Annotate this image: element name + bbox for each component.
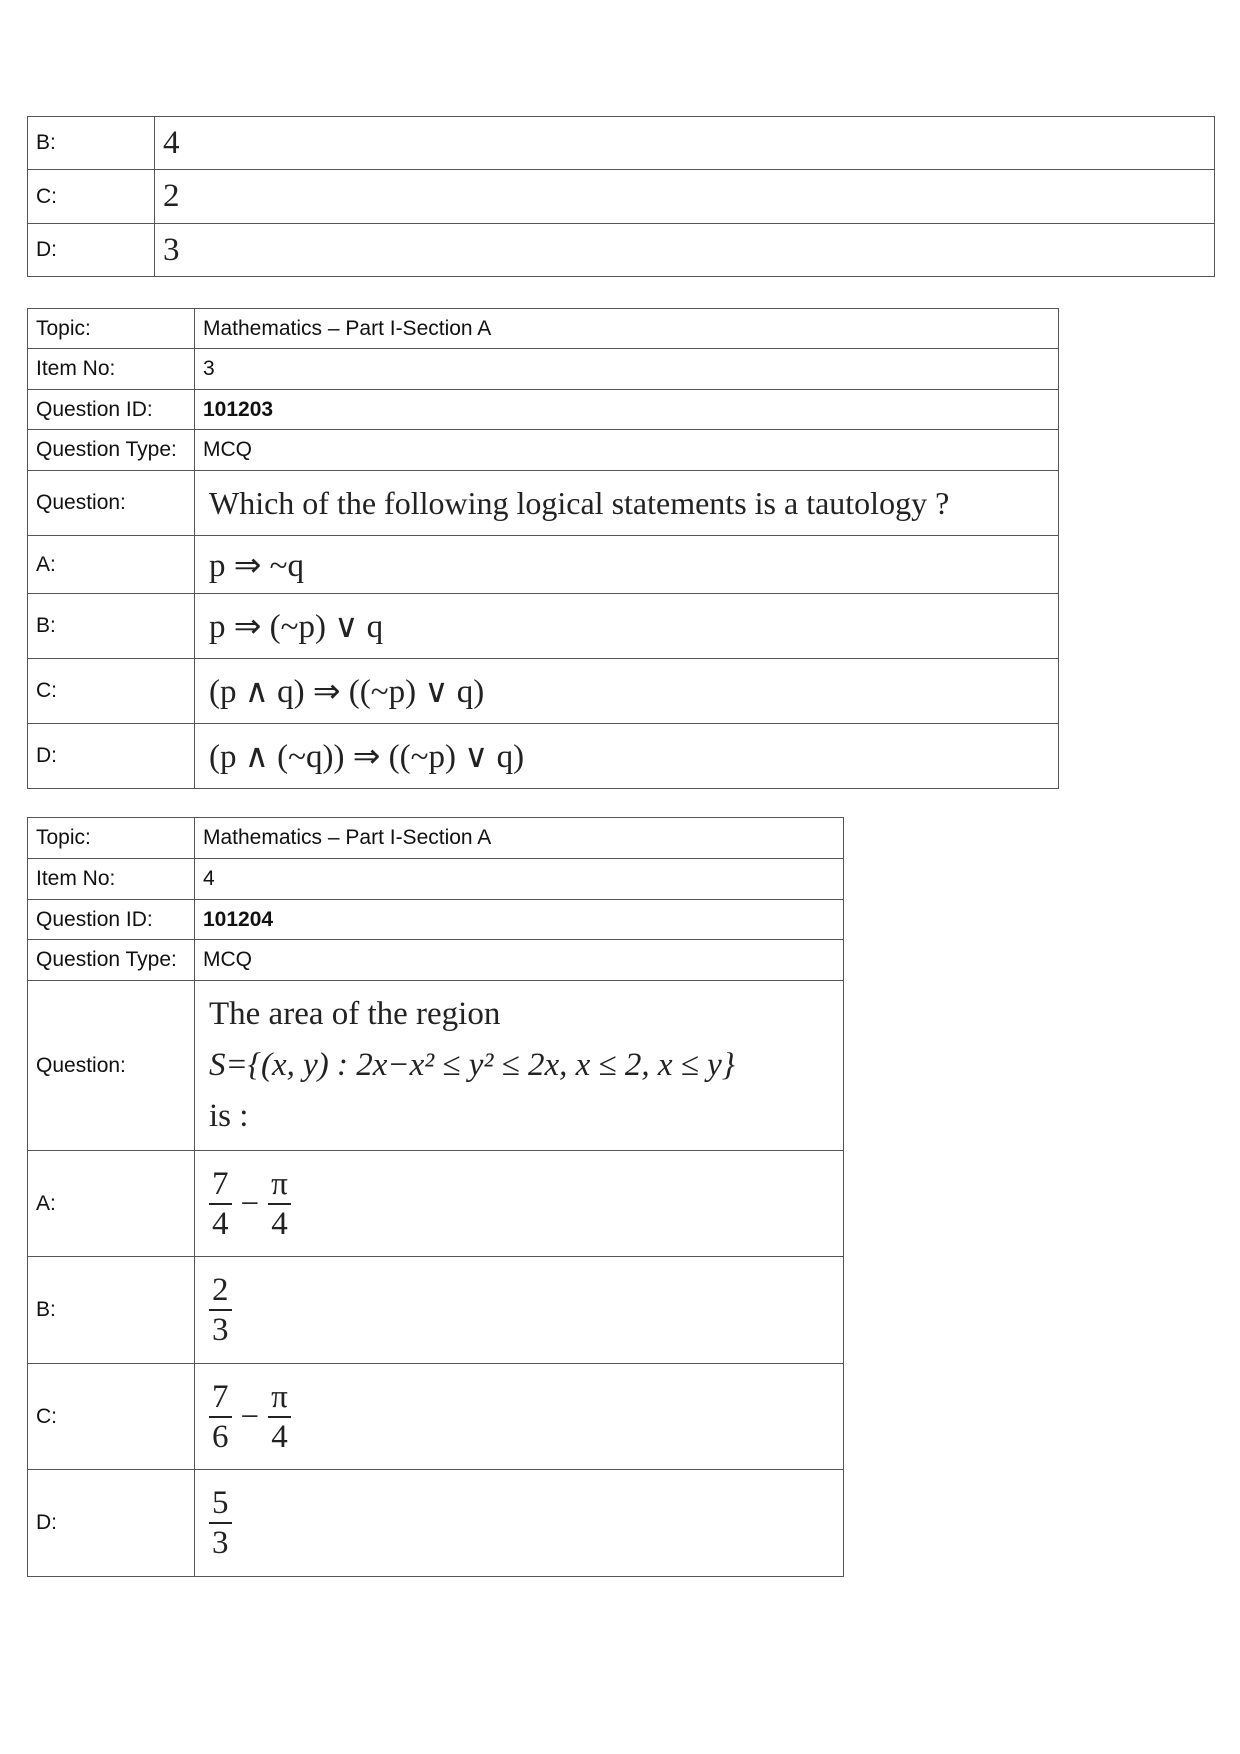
option-label: C: — [28, 1364, 195, 1470]
question-text — [195, 981, 844, 1151]
fraction — [209, 1484, 232, 1561]
question-id-value: 101204 — [195, 900, 844, 940]
option-row-d — [28, 724, 1059, 789]
question-id-row — [28, 900, 844, 940]
question-4-table — [27, 817, 844, 1577]
fraction — [209, 1381, 232, 1454]
denominator: 4 — [212, 1206, 229, 1242]
numerator: 5 — [209, 1487, 232, 1524]
option-value: (p ∧ q) ⇒ ((~p) ∨ q) — [195, 659, 1059, 724]
option-row-c — [28, 659, 1059, 724]
question-label: Question: — [28, 471, 195, 536]
item-no-label: Item No: — [28, 859, 195, 900]
item-no-row — [28, 349, 1059, 390]
option-label: C: — [28, 170, 155, 224]
topic-value: Mathematics – Part I-Section A — [195, 309, 1059, 349]
option-label: A: — [28, 1151, 195, 1257]
item-no-row — [28, 859, 844, 900]
numerator: π — [268, 1168, 291, 1205]
option-label: D: — [28, 224, 155, 277]
option-value — [195, 1257, 844, 1364]
numerator: 7 — [209, 1381, 232, 1418]
question-type-row — [28, 430, 1059, 471]
item-no-value: 4 — [195, 859, 844, 900]
option-row-d — [28, 224, 1215, 277]
question-line-2: S={(x, y) : 2x−x² ≤ y² ≤ 2x, x ≤ 2, x ≤ y} — [209, 1047, 735, 1083]
option-row-b — [28, 594, 1059, 659]
option-label: D: — [28, 724, 195, 789]
topic-label: Topic: — [28, 309, 195, 349]
question-id-label: Question ID: — [28, 390, 195, 430]
option-label: B: — [28, 1257, 195, 1364]
item-no-value: 3 — [195, 349, 1059, 390]
option-value: 4 — [155, 117, 1215, 170]
question-id-value: 101203 — [195, 390, 1059, 430]
option-value — [195, 1470, 844, 1577]
denominator: 3 — [212, 1524, 229, 1561]
question-row — [28, 981, 844, 1151]
fraction — [209, 1168, 232, 1241]
option-value: (p ∧ (~q)) ⇒ ((~p) ∨ q) — [195, 724, 1059, 789]
option-value — [195, 1151, 844, 1257]
option-label: B: — [28, 594, 195, 659]
operator: − — [240, 1399, 260, 1435]
item-no-label: Item No: — [28, 349, 195, 390]
numerator: 2 — [209, 1274, 232, 1311]
topic-value: Mathematics – Part I-Section A — [195, 818, 844, 859]
fraction — [268, 1168, 291, 1241]
fraction — [268, 1381, 291, 1454]
option-row-c — [28, 1364, 844, 1470]
question-type-row — [28, 940, 844, 981]
option-value: p ⇒ ~q — [195, 536, 1059, 594]
question-row — [28, 471, 1059, 536]
question-line-1: The area of the region — [209, 996, 501, 1032]
question-3-table — [27, 308, 1059, 789]
topic-label: Topic: — [28, 818, 195, 859]
option-row-a — [28, 536, 1059, 594]
question-type-value: MCQ — [195, 430, 1059, 471]
operator: − — [240, 1186, 260, 1222]
topic-row — [28, 818, 844, 859]
denominator: 4 — [271, 1206, 288, 1242]
option-row-d — [28, 1470, 844, 1577]
denominator: 4 — [271, 1419, 288, 1455]
question-id-row — [28, 390, 1059, 430]
option-label: A: — [28, 536, 195, 594]
question-text: Which of the following logical statements is a tautology ? — [195, 471, 1059, 536]
option-value: p ⇒ (~p) ∨ q — [195, 594, 1059, 659]
option-label: B: — [28, 117, 155, 170]
option-value: 2 — [155, 170, 1215, 224]
prev-question-options-table — [27, 116, 1215, 277]
option-row-b — [28, 117, 1215, 170]
option-value: 3 — [155, 224, 1215, 277]
numerator: π — [268, 1381, 291, 1418]
question-label: Question: — [28, 981, 195, 1151]
option-row-a — [28, 1151, 844, 1257]
topic-row — [28, 309, 1059, 349]
question-id-label: Question ID: — [28, 900, 195, 940]
option-label: D: — [28, 1470, 195, 1577]
option-label: C: — [28, 659, 195, 724]
fraction — [209, 1271, 232, 1348]
question-type-label: Question Type: — [28, 430, 195, 471]
option-row-c — [28, 170, 1215, 224]
question-type-value: MCQ — [195, 940, 844, 981]
question-line-3: is : — [209, 1098, 249, 1134]
numerator: 7 — [209, 1168, 232, 1205]
question-type-label: Question Type: — [28, 940, 195, 981]
denominator: 3 — [212, 1311, 229, 1348]
denominator: 6 — [212, 1419, 229, 1455]
option-value — [195, 1364, 844, 1470]
option-row-b — [28, 1257, 844, 1364]
